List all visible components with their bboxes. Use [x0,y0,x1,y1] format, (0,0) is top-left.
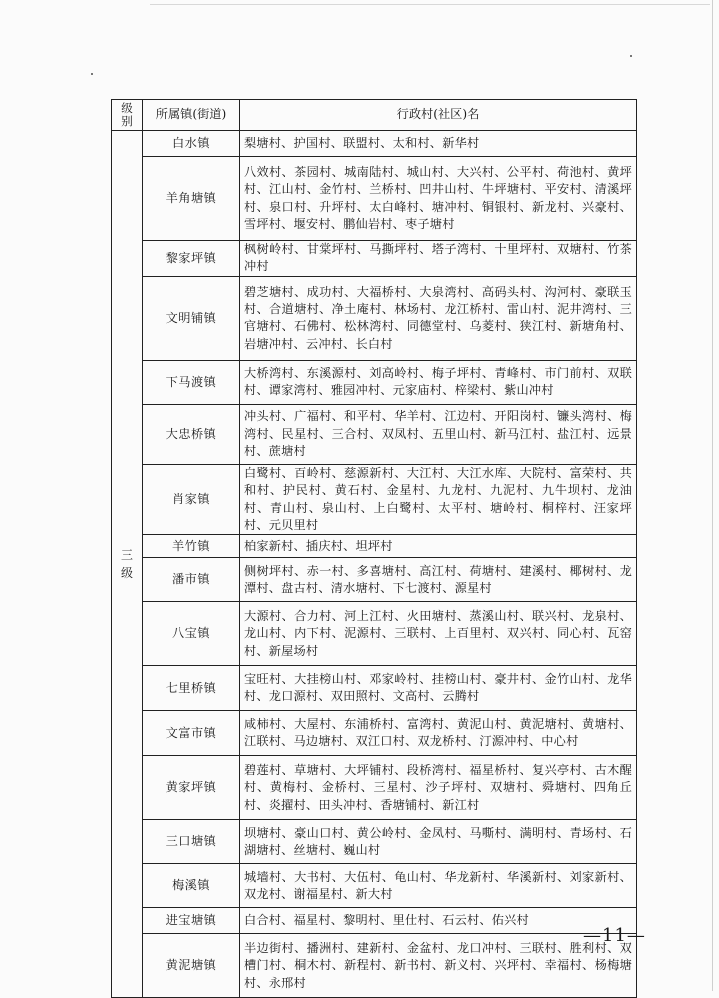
village-list-cell: 白鹭村、百岭村、慈源新村、大江村、大江水库、大院村、富荣村、共和村、护民村、黄石村、金星村、九龙村、九泥村、九牛坝村、龙油村、青山村、泉山村、上白鹭村、太平村、塘岭村、桐梓村、汪家坪村、元贝里村 [240,464,637,535]
village-list-cell: 白合村、福星村、黎明村、里仕村、石云村、佑兴村 [240,908,637,934]
village-list-cell: 冲头村、广福村、和平村、华羊村、江边村、开阳岗村、镰头湾村、梅湾村、民星村、三合村、双凤村、五里山村、新马江村、盐江村、远景村、蔗塘村 [240,404,637,464]
table-row [112,464,637,535]
village-list-cell: 城墙村、大书村、大伍村、龟山村、华龙新村、华溪新村、刘家新村、双龙村、谢福星村、新大村 [240,864,637,908]
header-level: 级别 [112,100,143,131]
table-row [112,360,637,404]
town-name-cell: 羊竹镇 [143,535,240,558]
village-list-cell: 大源村、合力村、河上江村、火田塘村、蒸溪山村、联兴村、龙泉村、龙山村、内下村、泥源村、三联村、上百里村、双兴村、同心村、瓦窑村、新屋场村 [240,602,637,666]
town-name-cell: 八宝镇 [143,602,240,666]
table-row [112,241,637,277]
table-row [112,756,637,820]
town-name-cell: 三口塘镇 [143,820,240,864]
table-row [112,404,637,464]
town-name-cell: 七里桥镇 [143,666,240,711]
scan-edge-line [150,4,710,5]
header-villages: 行政村(社区)名 [240,100,637,131]
table-row [112,666,637,711]
town-name-cell: 大忠桥镇 [143,404,240,464]
village-list-cell: 梨塘村、护国村、联盟村、太和村、新华村 [240,131,637,157]
table-row [112,602,637,666]
table-row [112,535,637,558]
scan-edge-line [712,0,713,991]
town-name-cell: 梅溪镇 [143,864,240,908]
page-number: —11— [583,925,646,946]
town-name-cell: 潘市镇 [143,558,240,602]
table-row [112,864,637,908]
town-name-cell: 肖家镇 [143,464,240,535]
table-body [112,131,637,998]
level-cell: 三级 [112,131,143,998]
village-list-cell: 侧树坪村、赤一村、多喜塘村、高江村、荷塘村、建溪村、椰树村、龙潭村、盘古村、清水塘村、下七渡村、源星村 [240,558,637,602]
table-row [112,934,637,998]
village-list-cell: 碧莲村、草塘村、大坪铺村、段桥湾村、福星桥村、复兴亭村、古木醒村、黄梅村、金桥村、三星村、沙子坪村、双塘村、舜塘村、四角丘村、炎擢村、田头冲村、香塘铺村、新江村 [240,756,637,820]
town-name-cell: 文富市镇 [143,711,240,756]
town-name-cell: 下马渡镇 [143,360,240,404]
table-row [112,131,637,157]
village-list-cell: 宝旺村、大挂榜山村、邓家岭村、挂榜山村、豪井村、金竹山村、龙华村、龙口源村、双田照村、文高村、云腾村 [240,666,637,711]
header-town: 所属镇(街道) [143,100,240,131]
table-row [112,711,637,756]
town-name-cell: 进宝塘镇 [143,908,240,934]
table-row [112,558,637,602]
village-list-cell: 半边街村、播洲村、建新村、金盆村、龙口冲村、三联村、胜利村、双槽门村、桐木村、新程村、新书村、新义村、兴坪村、幸福村、杨梅塘村、永邢村 [240,934,637,998]
table-row [112,908,637,934]
town-name-cell: 黎家坪镇 [143,241,240,277]
village-list-cell: 柏家新村、插庆村、坦坪村 [240,535,637,558]
village-list-cell: 碧芝塘村、成功村、大福桥村、大泉湾村、高码头村、沟河村、豪联玉村、合道塘村、净土庵村、林场村、龙江桥村、雷山村、泥井湾村、三官塘村、石佛村、松林湾村、同德堂村、乌菱村、狭江村、新塘角村、岩塘冲村、云冲村、长白村 [240,276,637,360]
town-name-cell: 黄家坪镇 [143,756,240,820]
town-name-cell: 羊角塘镇 [143,157,240,241]
town-name-cell: 文明铺镇 [143,276,240,360]
table-header-row [112,100,637,131]
town-name-cell: 白水镇 [143,131,240,157]
village-list-cell: 八效村、茶园村、城南陆村、城山村、大兴村、公平村、荷池村、黄坪村、江山村、金竹村、兰桥村、凹井山村、牛坪塘村、平安村、清溪坪村、泉口村、升坪村、太白峰村、塘冲村、铜银村、新龙村、兴豪村、雪坪村、堰安村、鹏仙岩村、枣子塘村 [240,157,637,241]
village-list-cell: 大桥湾村、东溪源村、刘高岭村、梅子坪村、青峰村、市门前村、双联村、谭家湾村、雅园冲村、元家庙村、梓梁村、紫山冲村 [240,360,637,404]
scan-speck [630,55,632,57]
village-list-cell: 枫树岭村、甘棠坪村、马撕坪村、塔子湾村、十里坪村、双塘村、竹茶冲村 [240,241,637,277]
table-row [112,820,637,864]
table-row [112,157,637,241]
town-name-cell: 黄泥塘镇 [143,934,240,998]
scan-speck [91,73,93,75]
village-list-cell: 咸柿村、大屋村、东浦桥村、富湾村、黄泥山村、黄泥塘村、黄塘村、江联村、马边塘村、双江口村、双龙桥村、汀源冲村、中心村 [240,711,637,756]
village-list-cell: 坝塘村、豪山口村、黄公岭村、金凤村、马嘶村、满明村、青场村、石湖塘村、丝塘村、巍山村 [240,820,637,864]
administrative-villages-table [111,99,637,998]
table-row [112,276,637,360]
